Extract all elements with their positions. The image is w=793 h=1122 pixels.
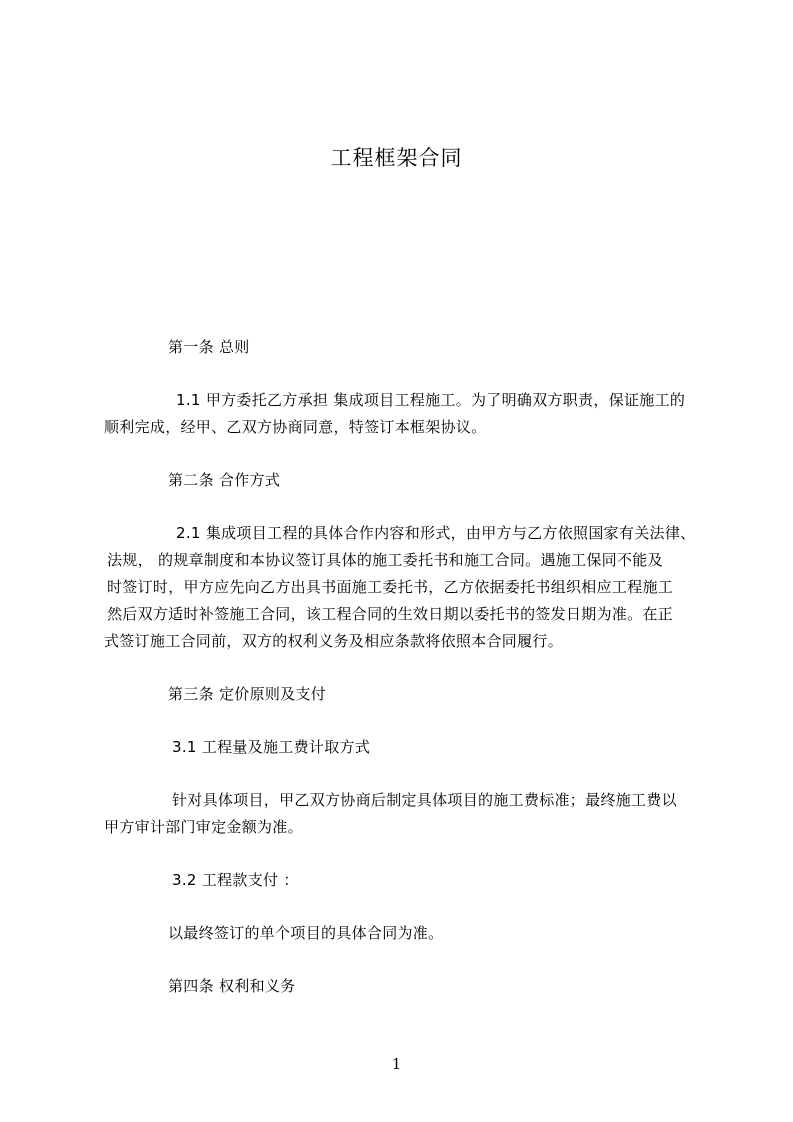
section-3-1-text-line: 甲方审计部门审定金额为准。 <box>104 818 303 836</box>
article-2-paragraph-line: 2.1 集成项目工程的具体合作内容和形式，由甲方与乙方依照国家有关法律、 <box>176 524 696 542</box>
section-3-2-text: 以最终签订的单个项目的具体合同为准。 <box>168 924 444 942</box>
article-1-heading: 第一条 总则 <box>168 338 250 356</box>
section-3-1-text-line: 针对具体项目，甲乙双方协商后制定具体项目的施工费标准；最终施工费以 <box>172 791 677 809</box>
section-3-2-heading: 3.2 工程款支付 ： <box>172 871 299 889</box>
section-3-1-heading: 3.1 工程量及施工费计取方式 <box>172 738 371 756</box>
article-2-paragraph-line: 法规， 的规章制度和本协议签订具体的施工委托书和施工合同。遇施工保同不能及 <box>107 551 663 569</box>
article-2-paragraph-line: 时签订时，甲方应先向乙方出具书面施工委托书，乙方依据委托书组织相应工程施工 <box>107 578 674 596</box>
article-4-heading: 第四条 权利和义务 <box>168 977 296 995</box>
page-number: 1 <box>391 1055 402 1073</box>
article-1-paragraph-line: 顺利完成，经甲、乙双方协商同意，特签订本框架协议。 <box>104 418 487 436</box>
document-title: 工程框架合同 <box>330 146 463 170</box>
article-1-paragraph-line: 1.1 甲方委托乙方承担 集成项目工程施工。为了明确双方职责，保证施工的 <box>176 391 686 409</box>
article-2-paragraph-line: 式签订施工合同前，双方的权利义务及相应条款将依照本合同履行。 <box>104 632 564 650</box>
article-2-paragraph-line: 然后双方适时补签施工合同，该工程合同的生效日期以委托书的签发日期为准。在正 <box>107 605 674 623</box>
article-2-heading: 第二条 合作方式 <box>168 471 281 489</box>
article-3-heading: 第三条 定价原则及支付 <box>168 685 327 703</box>
